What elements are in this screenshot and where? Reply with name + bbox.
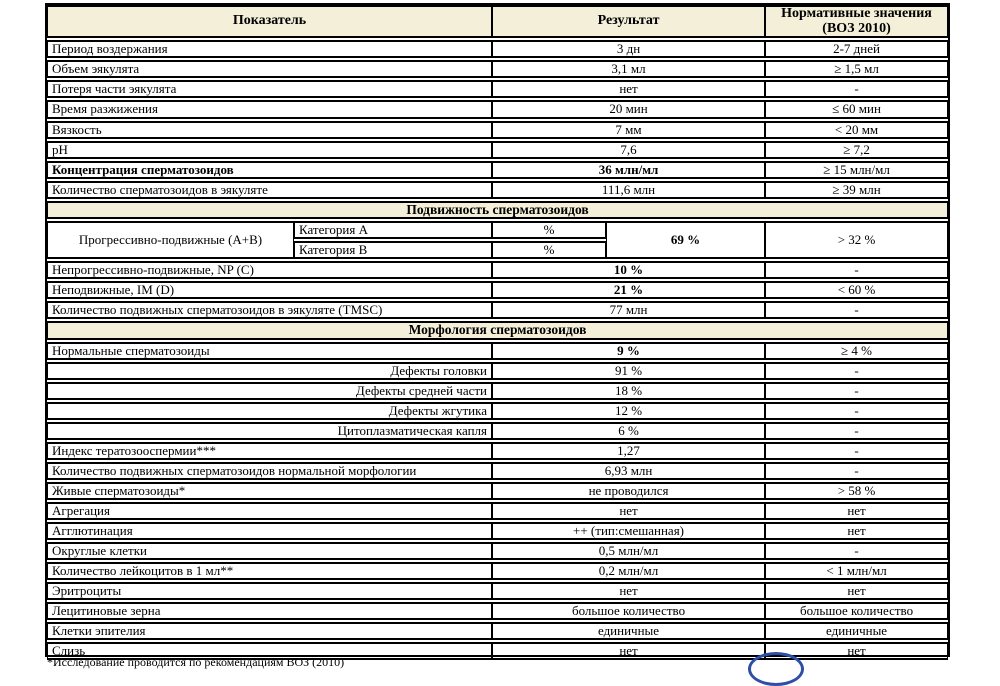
stamp-oval-partial bbox=[748, 652, 804, 686]
table-row bbox=[47, 301, 948, 319]
row-label: Объем эякулята bbox=[47, 60, 492, 78]
table-row bbox=[47, 60, 948, 78]
row-result: 0,2 млн/мл bbox=[492, 562, 765, 580]
row-norm: - bbox=[765, 301, 948, 319]
section-title-motility: Подвижность сперматозоидов bbox=[47, 201, 948, 220]
column-header-norm: Нормативные значения (ВОЗ 2010) bbox=[765, 5, 948, 38]
row-result: 1,27 bbox=[492, 442, 765, 460]
row-result: 20 мин bbox=[492, 100, 765, 118]
table-row bbox=[47, 121, 948, 139]
row-norm: - bbox=[765, 462, 948, 480]
table-row bbox=[47, 442, 948, 460]
row-result: 18 % bbox=[492, 382, 765, 400]
table-row bbox=[47, 502, 948, 520]
row-label: Цитоплазматическая капля bbox=[47, 422, 492, 440]
row-label: Слизь bbox=[47, 642, 492, 660]
row-label: Концентрация сперматозоидов bbox=[47, 161, 492, 179]
row-result: нет bbox=[492, 582, 765, 600]
row-label: pH bbox=[47, 141, 492, 159]
row-result: 3 дн bbox=[492, 40, 765, 58]
row-label: Количество сперматозоидов в эякуляте bbox=[47, 181, 492, 199]
row-result: единичные bbox=[492, 622, 765, 640]
row-result: 3,1 мл bbox=[492, 60, 765, 78]
row-norm: > 58 % bbox=[765, 482, 948, 500]
row-label: Дефекты средней части bbox=[47, 382, 492, 400]
table-row bbox=[47, 582, 948, 600]
motility-norm: > 32 % bbox=[765, 221, 948, 259]
row-norm: - bbox=[765, 261, 948, 279]
row-result: 0,5 млн/мл bbox=[492, 542, 765, 560]
row-norm: ≥ 4 % bbox=[765, 342, 948, 360]
row-norm: нет bbox=[765, 582, 948, 600]
row-norm: 2-7 дней bbox=[765, 40, 948, 58]
footnote-clipped-text: *Исследование проводится по рекомендациям ВОЗ (2010) bbox=[47, 655, 345, 669]
table-row bbox=[47, 382, 948, 400]
row-norm: < 1 млн/мл bbox=[765, 562, 948, 580]
row-norm: < 60 % bbox=[765, 281, 948, 299]
section-title-morphology: Морфология сперматозоидов bbox=[47, 321, 948, 340]
row-result: 91 % bbox=[492, 362, 765, 380]
row-label: Количество подвижных сперматозоидов в эякуляте (TMSC) bbox=[47, 301, 492, 319]
table-row bbox=[47, 141, 948, 159]
row-label: Время разжижения bbox=[47, 100, 492, 118]
row-result: 7,6 bbox=[492, 141, 765, 159]
row-result: нет bbox=[492, 502, 765, 520]
table-row bbox=[47, 542, 948, 560]
row-label: Клетки эпителия bbox=[47, 622, 492, 640]
row-label: Живые сперматозоиды* bbox=[47, 482, 492, 500]
row-result: 6,93 млн bbox=[492, 462, 765, 480]
motility-category-b-label: Категория В bbox=[294, 241, 492, 259]
table-row bbox=[47, 602, 948, 620]
table-row bbox=[47, 281, 948, 299]
row-label: Период воздержания bbox=[47, 40, 492, 58]
semen-analysis-table bbox=[47, 3, 948, 669]
row-norm: ≥ 1,5 мл bbox=[765, 60, 948, 78]
table-row bbox=[47, 402, 948, 420]
table-row bbox=[47, 522, 948, 540]
table-row bbox=[47, 362, 948, 380]
row-result: 9 % bbox=[492, 342, 765, 360]
row-norm: нет bbox=[765, 642, 948, 660]
row-result: 77 млн bbox=[492, 301, 765, 319]
row-norm: - bbox=[765, 542, 948, 560]
row-result: большое количество bbox=[492, 602, 765, 620]
row-norm: большое количество bbox=[765, 602, 948, 620]
row-label: Индекс тератозооспермии*** bbox=[47, 442, 492, 460]
row-result: 10 % bbox=[492, 261, 765, 279]
row-norm: ≥ 15 млн/мл bbox=[765, 161, 948, 179]
table-row bbox=[47, 462, 948, 480]
row-label: Потеря части эякулята bbox=[47, 80, 492, 98]
row-norm: - bbox=[765, 362, 948, 380]
row-norm: ≥ 7,2 bbox=[765, 141, 948, 159]
motility-subrow-a bbox=[47, 221, 948, 239]
row-label: Неподвижные, IM (D) bbox=[47, 281, 492, 299]
table-row bbox=[47, 562, 948, 580]
row-result: 36 млн/мл bbox=[492, 161, 765, 179]
section-row-morphology bbox=[47, 321, 948, 340]
row-label: Количество подвижных сперматозоидов нормальной морфологии bbox=[47, 462, 492, 480]
table-row bbox=[47, 261, 948, 279]
row-result: 21 % bbox=[492, 281, 765, 299]
row-result: 7 мм bbox=[492, 121, 765, 139]
motility-group-label: Прогрессивно-подвижные (А+В) bbox=[47, 221, 294, 259]
row-label: Эритроциты bbox=[47, 582, 492, 600]
row-result: не проводился bbox=[492, 482, 765, 500]
table-row bbox=[47, 181, 948, 199]
table-row bbox=[47, 40, 948, 58]
row-norm: ≤ 60 мин bbox=[765, 100, 948, 118]
row-label: Вязкость bbox=[47, 121, 492, 139]
motility-category-a-label: Категория А bbox=[294, 221, 492, 239]
row-result: 12 % bbox=[492, 402, 765, 420]
motility-category-b-value: % bbox=[492, 241, 606, 259]
row-norm: < 20 мм bbox=[765, 121, 948, 139]
row-result: нет bbox=[492, 642, 765, 660]
row-norm: единичные bbox=[765, 622, 948, 640]
motility-category-a-value: % bbox=[492, 221, 606, 239]
row-result: 6 % bbox=[492, 422, 765, 440]
row-norm: нет bbox=[765, 522, 948, 540]
table-row bbox=[47, 80, 948, 98]
row-label: Количество лейкоцитов в 1 мл** bbox=[47, 562, 492, 580]
header-row bbox=[47, 5, 948, 38]
table-row bbox=[47, 482, 948, 500]
column-header-indicator: Показатель bbox=[47, 5, 492, 38]
row-label: Лецитиновые зерна bbox=[47, 602, 492, 620]
row-norm: - bbox=[765, 402, 948, 420]
column-header-result: Результат bbox=[492, 5, 765, 38]
motility-total-value: 69 % bbox=[606, 221, 765, 259]
table-row bbox=[47, 422, 948, 440]
row-label: Округлые клетки bbox=[47, 542, 492, 560]
row-norm: - bbox=[765, 382, 948, 400]
row-label: Агглютинация bbox=[47, 522, 492, 540]
row-label: Дефекты головки bbox=[47, 362, 492, 380]
row-label: Агрегация bbox=[47, 502, 492, 520]
table-row bbox=[47, 100, 948, 118]
row-norm: ≥ 39 млн bbox=[765, 181, 948, 199]
row-result: 111,6 млн bbox=[492, 181, 765, 199]
row-result: ++ (тип:смешанная) bbox=[492, 522, 765, 540]
row-norm: - bbox=[765, 422, 948, 440]
row-label: Дефекты жгутика bbox=[47, 402, 492, 420]
row-norm: - bbox=[765, 80, 948, 98]
row-label: Непрогрессивно-подвижные, NP (C) bbox=[47, 261, 492, 279]
section-row-motility bbox=[47, 201, 948, 220]
table-row bbox=[47, 342, 948, 360]
row-norm: - bbox=[765, 442, 948, 460]
table-row bbox=[47, 622, 948, 640]
table-row bbox=[47, 161, 948, 179]
row-result: нет bbox=[492, 80, 765, 98]
row-label: Нормальные сперматозоиды bbox=[47, 342, 492, 360]
row-norm: нет bbox=[765, 502, 948, 520]
